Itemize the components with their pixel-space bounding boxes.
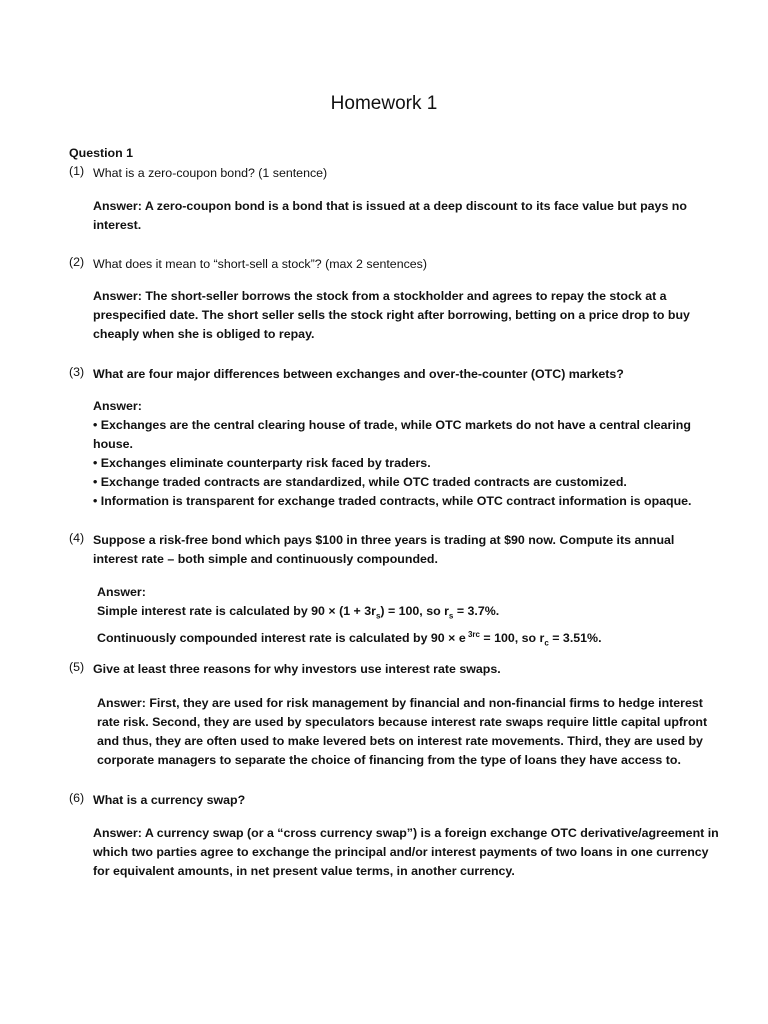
answer-line: house. xyxy=(93,437,133,451)
answer-line: for equivalent amounts, in net present value terms, in another currency. xyxy=(93,864,515,878)
answer-line: rate risk. Second, they are used by speculators because interest rate swaps require little capital upfront xyxy=(97,715,708,729)
formula-text: = 3.7%. xyxy=(453,604,500,618)
answer-line: Answer: A zero-coupon bond is a bond that is issued at a deep discount to its face value but pays no xyxy=(93,199,687,213)
question-text: What are four major differences between exchanges and over-the-counter (OTC) markets? xyxy=(93,367,624,381)
answer-6 xyxy=(93,824,719,881)
formula-subscript: s xyxy=(375,611,381,621)
question-line: Suppose a risk-free bond which pays $100 in three years is trading at $90 now. Compute its annual xyxy=(93,533,675,547)
question-number: (2) xyxy=(69,255,85,269)
formula-subscript: c xyxy=(544,639,549,649)
answer-line: • Exchange traded contracts are standardized, while OTC traded contracts are customized. xyxy=(93,475,627,489)
answer-line: • Exchanges eliminate counterparty risk faced by traders. xyxy=(93,456,431,470)
answer-3 xyxy=(93,397,705,511)
answer-line: prespecified date. The short seller sells the stock right after borrowing, betting on a price drop to buy xyxy=(93,308,690,322)
question-text: Give at least three reasons for why investors use interest rate swaps. xyxy=(93,662,501,676)
question-text: What is a currency swap? xyxy=(93,793,246,807)
question-number: (4) xyxy=(69,531,85,545)
answer-line: • Information is transparent for exchange traded contracts, while OTC contract information is opaque. xyxy=(93,494,692,508)
answer-line: and thus, they are often used to make levered bets on interest rate movements. Third, they are used by xyxy=(97,734,703,748)
question-text: What does it mean to “short-sell a stock”? (max 2 sentences) xyxy=(93,257,427,271)
question-number: (3) xyxy=(69,365,85,379)
answer-4 xyxy=(97,583,709,653)
question-text: What is a zero-coupon bond? (1 sentence) xyxy=(93,166,328,180)
formula-text: ) = 100, so r xyxy=(380,604,449,618)
page-title: Homework 1 xyxy=(330,93,438,114)
formula-text: Continuously compounded interest rate is calculated by 90 × e xyxy=(97,631,466,646)
formula-text: = 3.51%. xyxy=(548,631,602,646)
answer-line: Answer: xyxy=(97,585,146,599)
simple-rate-line xyxy=(97,602,709,625)
answer-1 xyxy=(93,197,705,235)
answer-line: • Exchanges are the central clearing house of trade, while OTC markets do not have a central clearing xyxy=(93,418,691,432)
question-number: (6) xyxy=(69,791,85,805)
answer-2 xyxy=(93,287,705,344)
section-heading: Question 1 xyxy=(69,146,134,160)
formula-superscript: 3rc xyxy=(465,630,480,640)
answer-line: corporate managers to separate the choice of financing from the type of loans they have access to. xyxy=(97,753,681,767)
answer-line: which two parties agree to exchange the principal and/or interest payments of two loans in one currency xyxy=(93,845,709,859)
question-line: interest rate – both simple and continuously compounded. xyxy=(93,552,438,566)
question-number: (5) xyxy=(69,660,85,674)
formula-text: = 100, so r xyxy=(479,631,545,646)
question-text xyxy=(93,531,705,569)
answer-line: Answer: First, they are used for risk management by financial and non-financial firms to hedge interest xyxy=(97,696,703,710)
answer-line: Answer: The short-seller borrows the stock from a stockholder and agrees to repay the stock at a xyxy=(93,289,667,303)
answer-line: interest. xyxy=(93,218,142,232)
answer-5 xyxy=(97,694,709,770)
answer-line: Answer: A currency swap (or a “cross currency swap”) is a foreign exchange OTC derivative/agreement in xyxy=(93,826,719,840)
question-number: (1) xyxy=(69,164,85,178)
answer-line: cheaply when she is obliged to repay. xyxy=(93,327,315,341)
formula-subscript: s xyxy=(448,611,454,621)
continuous-rate-line xyxy=(97,625,709,653)
formula-text: Simple interest rate is calculated by 90 × (1 + 3r xyxy=(97,604,376,618)
answer-line: Answer: xyxy=(93,399,142,413)
